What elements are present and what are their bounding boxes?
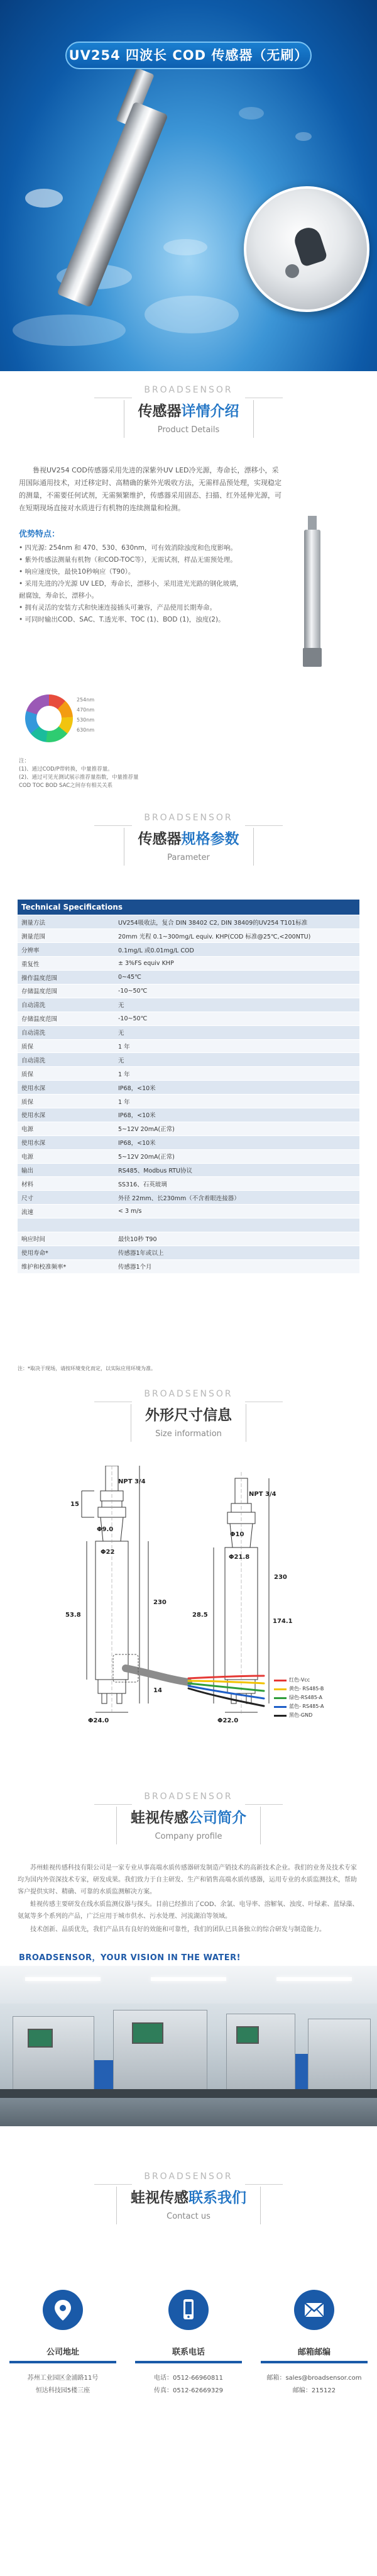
details-en-label: BROADSENSOR (144, 385, 233, 395)
spec-value: -10~50℃ (114, 1012, 359, 1025)
spec-row (18, 1053, 359, 1067)
company-header (0, 1792, 377, 1844)
factory-photo (0, 1966, 377, 2126)
details-notes: 注： (1)、通过COD/P带转换，中量推荐量。 (2)、通过可见光测试展示推荐量指数，中量推荐量 COD TOC BOD SAC之间存有相关关系 (19, 758, 139, 789)
spec-row (18, 1067, 359, 1081)
dim-label: 230 (274, 1574, 287, 1581)
spec-value: 无 (114, 1025, 359, 1039)
spec-key (18, 1218, 114, 1232)
wheel-label: 630nm (77, 727, 95, 733)
advantage-item: • 响应速度快，最快10秒响应（T90）。 (19, 568, 135, 576)
spec-value: UV254吸收法，复合 DIN 38402 C2, DIN 38409的UV254 T101标准 (114, 915, 359, 929)
spec-key: 分辨率 (18, 943, 114, 957)
spec-row (18, 943, 359, 957)
spec-row (18, 1177, 359, 1191)
spec-value: 无 (114, 1053, 359, 1067)
spec-row (18, 1246, 359, 1259)
dim-label: 230 (153, 1599, 167, 1606)
details-subtitle: Product Details (157, 425, 220, 435)
spec-value: 无 (114, 998, 359, 1012)
spec-value: IP68，<10米 (114, 1108, 359, 1122)
spec-key: 响应时间 (18, 1232, 114, 1246)
dim-label: Φ22.0 (217, 1717, 239, 1724)
company-paragraph: 蛙视传感主要研发在线水质监测仪器与探头。目前已经推出了COD、余氯、电导率、溶解氧、浊度、叶绿素、蓝绿藻、氨氮等多个系列的产品，广泛应用于城市供水、污水处理、河流湖泊等领域。 (18, 1901, 359, 1920)
spec-key: 流速 (18, 1205, 114, 1218)
spec-key: 尺寸 (18, 1191, 114, 1205)
contact-phone: 联系电话 电话：0512-66960811 传真：0512-62669329 (126, 2290, 251, 2397)
spec-value: IP68，<10米 (114, 1135, 359, 1149)
dim-label: Φ21.8 (229, 1554, 250, 1561)
hero-title: UV254 四波长 COD 传感器（无刷） (65, 42, 312, 69)
spec-key: 自动清洗 (18, 998, 114, 1012)
spec-key: 质保 (18, 1095, 114, 1108)
advantages-title: 优势特点： (19, 530, 60, 539)
spec-row (18, 1039, 359, 1053)
spec-key: 操作温度范围 (18, 971, 114, 984)
probe-lens-closeup (244, 186, 369, 312)
company-paragraph: 技术创新、品质优先，我们产品具有良好的效能和可靠性，我们的团队已具备独立的综合研发与制造能力。 (30, 1926, 325, 1933)
company-en-label: BROADSENSOR (144, 1792, 233, 1802)
legend-item: 绿色-RS485-A (274, 1693, 324, 1702)
spec-row (18, 1259, 359, 1273)
product-description: 鲁视UV254 COD传感器采用先进的深紫外UV LED冷光源，寿命长，漂移小，采用国际通用技术，对迁移定时、高精确的紫外光吸收方法，无需样品预处理，实现稳定的测量，不需要任何试剂，无需频繁维护，传感器采用固态、扫描、红外延伸光源，可在短期现场直接对水质进行有机物的连续测量和检测。 (19, 466, 281, 512)
details-title-plain: 传感器 (138, 403, 182, 420)
wheel-label: 530nm (77, 717, 95, 723)
advantage-item: • 可同时输出COD、SAC、T.透光率、TOC (1)、BOD (1)，浊度(2)。 (19, 616, 225, 623)
legend-item: 黄色- RS485-B (274, 1685, 324, 1693)
location-pin-icon (43, 2290, 83, 2330)
company-title-plain: 蛙视传感 (131, 1810, 188, 1826)
size-title: 外形尺寸信息 (145, 1407, 232, 1424)
contact-title-plain: 蛙视传感 (131, 2190, 188, 2206)
spec-row (18, 1191, 359, 1205)
dim-label: Φ9.0 (97, 1526, 114, 1533)
company-subtitle: Company profile (155, 1832, 222, 1841)
spec-value: 5~12V 20mA(正常) (114, 1122, 359, 1135)
advantage-item: 耐腐蚀，寿命长，漂移小。 (19, 592, 98, 599)
dim-label: 174.1 (273, 1618, 293, 1625)
spec-row (18, 1095, 359, 1108)
spec-key: 重复性 (18, 957, 114, 971)
wheel-label: 470nm (77, 707, 95, 713)
company-slogan: BROADSENSOR，YOUR VISION IN THE WATER! (19, 1953, 241, 1963)
spec-key: 存储温度范围 (18, 1012, 114, 1025)
contact-email: 邮箱邮编 邮箱：sales@broadsensor.com 邮编：215122 (251, 2290, 377, 2397)
dim-label: Φ24.0 (88, 1717, 109, 1724)
dim-label: Φ10 (230, 1531, 244, 1538)
spec-value (114, 1218, 359, 1232)
dim-label: 15 (70, 1501, 79, 1508)
spec-row (18, 984, 359, 998)
advantage-item: • 拥有灵活的安装方式和快速连接插头可兼容，产品使用长期寿命。 (19, 604, 217, 611)
spec-value: 0~45℃ (114, 971, 359, 984)
spec-row (18, 1122, 359, 1135)
specs-title-plain: 传感器 (138, 831, 182, 847)
spec-row (18, 1081, 359, 1095)
spec-row (18, 929, 359, 943)
contact-address: 公司地址 苏州工业园区金浦路11号 恒达科技园5楼三座 (0, 2290, 126, 2397)
specs-header (0, 813, 377, 866)
spec-value: 1 年 (114, 1067, 359, 1081)
legend-item: 红色-Vcc (274, 1676, 324, 1685)
advantage-item: • 紫外传感法测量有机物（和COD-TOC等），无需试剂，样品无需预处理。 (19, 556, 237, 564)
spec-row (18, 1232, 359, 1246)
spec-value: 最快10秒 T90 (114, 1232, 359, 1246)
legend-item: 黑色-GND (274, 1711, 324, 1720)
spec-key: 电源 (18, 1122, 114, 1135)
dim-label: 53.8 (65, 1612, 81, 1619)
spec-key: 测量方法 (18, 915, 114, 929)
hero-banner (0, 0, 377, 371)
spec-value: 外径 22mm、长230mm（不含着眼连接器） (114, 1191, 359, 1205)
contact-title-accent: 联系我们 (188, 2190, 246, 2206)
dim-label: 14 (153, 1687, 162, 1694)
spec-value: 5~12V 20mA(正常) (114, 1149, 359, 1163)
phone-icon (168, 2290, 209, 2330)
spec-row (18, 915, 359, 929)
spec-value: -10~50℃ (114, 984, 359, 998)
spec-row (18, 1108, 359, 1122)
mail-icon (294, 2290, 334, 2330)
side-probe-image (304, 530, 320, 664)
size-en-label: BROADSENSOR (144, 1389, 233, 1399)
details-header (0, 385, 377, 438)
size-subtitle: Size information (155, 1429, 222, 1439)
contact-header (0, 2172, 377, 2224)
dim-label: 28.5 (192, 1612, 208, 1619)
spec-row (18, 957, 359, 971)
spec-key: 使用水深 (18, 1081, 114, 1095)
spec-table (18, 915, 359, 1274)
spec-key: 质保 (18, 1067, 114, 1081)
spec-value: 0.1mg/L 或0.01mg/L COD (114, 943, 359, 957)
specs-en-label: BROADSENSOR (144, 813, 233, 823)
spec-row (18, 1135, 359, 1149)
contact-section (0, 2290, 377, 2554)
spec-value: 传感器1个月 (114, 1259, 359, 1273)
spec-value: 20mm 光程 0.1~300mg/L equiv. KHP(COD 标准@25℃,<200NTU) (114, 929, 359, 943)
dim-label: Φ22 (101, 1549, 115, 1556)
spec-key: 输出 (18, 1163, 114, 1177)
company-paragraph: 苏州蛙视传感科技有限公司是一家专业从事高端水质传感器研发制造产销技术的高新技术企业。我们的业务及技术专家均为国内外资深技术专家，研发成果。我们致力于自主研发、生产和销售高端水质传感器，运用专业的水质监测技术，帮助客户提供实时、精确、可靠的水质监测解决方案。 (18, 1865, 357, 1895)
spec-value: IP68，<10米 (114, 1081, 359, 1095)
spec-key: 自动清洗 (18, 1025, 114, 1039)
spec-key: 电源 (18, 1149, 114, 1163)
spec-key: 使用寿命* (18, 1246, 114, 1259)
details-title-accent: 详情介绍 (181, 403, 239, 420)
spec-key: 自动清洗 (18, 1053, 114, 1067)
spec-value: 1 年 (114, 1039, 359, 1053)
spec-key: 维护和校准频率* (18, 1259, 114, 1273)
spec-row (18, 1218, 359, 1232)
spec-row (18, 1025, 359, 1039)
company-title-accent: 公司简介 (188, 1810, 246, 1826)
contact-subtitle: Contact us (167, 2212, 210, 2221)
spec-key: 材料 (18, 1177, 114, 1191)
wheel-label: 254nm (77, 697, 95, 703)
spec-key: 质保 (18, 1039, 114, 1053)
spec-row (18, 1163, 359, 1177)
spec-note: 注：*取决于现场，请按环境变化而定，以实际应用环境为准。 (18, 1366, 156, 1371)
spec-row (18, 1149, 359, 1163)
spec-row (18, 971, 359, 984)
size-header (0, 1389, 377, 1442)
dim-label: NPT 3/4 (118, 1478, 146, 1485)
spec-value: RS485、Modbus RTU协议 (114, 1163, 359, 1177)
specs-subtitle: Parameter (167, 853, 210, 862)
legend-item: 蓝色- RS485-A (274, 1702, 324, 1711)
advantage-item: • 采用先进的冷光源 UV LED，寿命长，漂移小，采用进光光路的钢化玻璃， (19, 580, 243, 588)
contact-en-label: BROADSENSOR (144, 2172, 233, 2182)
spec-value: < 3 m/s (114, 1205, 359, 1218)
spec-key: 测量范围 (18, 929, 114, 943)
spec-value: 1 年 (114, 1095, 359, 1108)
spec-key: 存储温度范围 (18, 984, 114, 998)
spec-key: 使用水深 (18, 1135, 114, 1149)
spec-value: SS316、石英玻璃 (114, 1177, 359, 1191)
advantage-item: • 四光源: 254nm 和 470、530、630nm，可有效消除浊度和色度影响。 (19, 544, 238, 552)
spec-row (18, 998, 359, 1012)
spec-value: 传感器1年或以上 (114, 1246, 359, 1259)
advantages-list (19, 542, 289, 626)
spec-table-title: Technical Specifications (18, 900, 359, 915)
spec-key: 使用水深 (18, 1108, 114, 1122)
spec-row (18, 1205, 359, 1218)
spec-row (18, 1012, 359, 1025)
wire-legend (274, 1676, 324, 1720)
specs-title-accent: 规格参数 (181, 831, 239, 847)
dim-label: NPT 3/4 (249, 1491, 276, 1498)
spec-value: ± 3%FS equiv KHP (114, 957, 359, 971)
